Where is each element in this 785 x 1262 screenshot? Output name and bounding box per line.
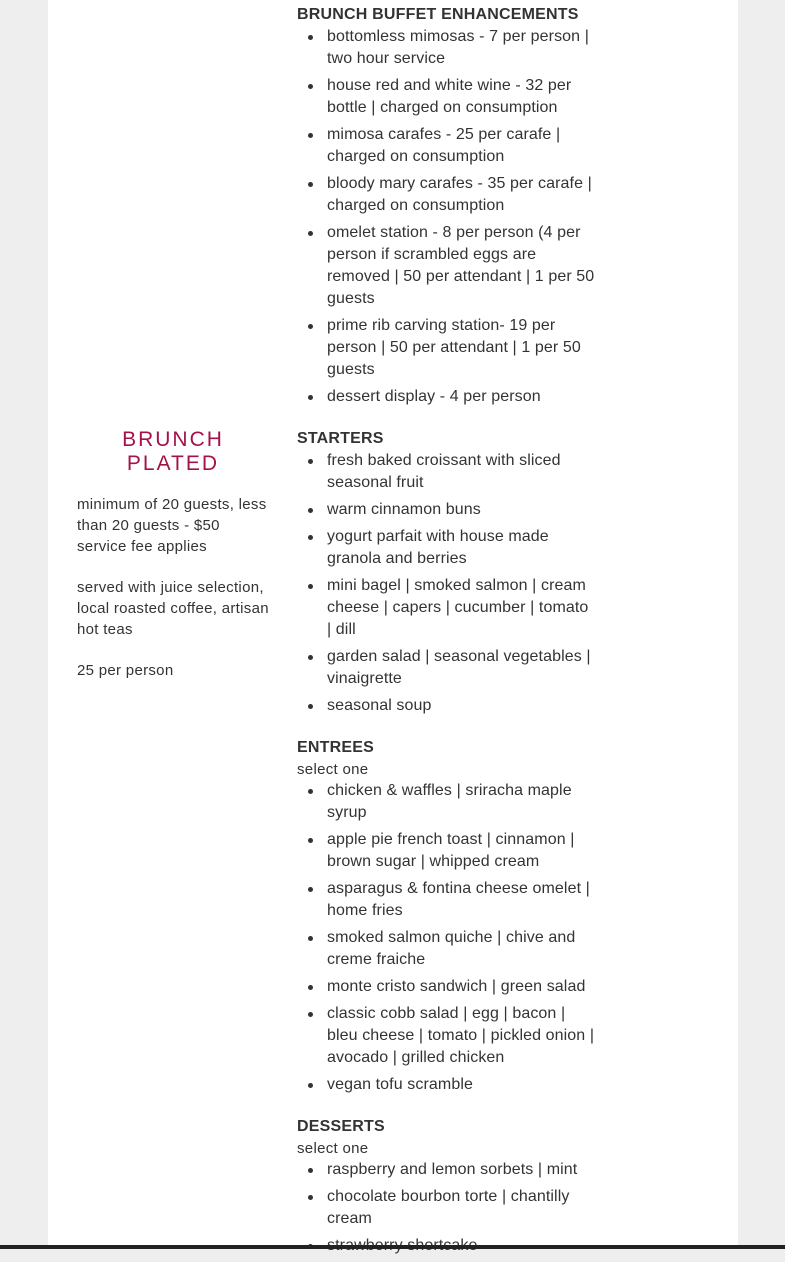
list-item: prime rib carving station- 19 per person | 50 per attendant | 1 per 50 guests [327, 315, 597, 381]
desserts-heading: DESSERTS [297, 1118, 385, 1135]
entrees-section [297, 737, 597, 1101]
bottom-edge-bar [0, 1245, 785, 1249]
served-note: served with juice selection, local roasted coffee, artisan hot teas [77, 579, 269, 638]
list-item: smoked salmon quiche | chive and creme fraiche [327, 927, 597, 971]
plated-title-line2: PLATED [126, 452, 220, 475]
starters-section [297, 428, 597, 722]
list-item: omelet station - 8 per person (4 per person if scrambled eggs are removed | 50 per attendant | 1 per 50 guests [327, 222, 597, 310]
minimum-note: minimum of 20 guests, less than 20 guests - $50 service fee applies [77, 496, 267, 555]
list-item: apple pie french toast | cinnamon | brown sugar | whipped cream [327, 829, 597, 873]
enhancements-list [297, 26, 597, 408]
plated-title [77, 428, 269, 476]
list-item: seasonal soup [327, 695, 597, 717]
enhancements-section [297, 4, 597, 413]
desserts-subheading: select one [297, 1140, 369, 1157]
entrees-heading: ENTREES [297, 739, 374, 756]
list-item: raspberry and lemon sorbets | mint [327, 1159, 597, 1181]
list-item: warm cinnamon buns [327, 499, 597, 521]
list-item: chicken & waffles | sriracha maple syrup [327, 780, 597, 824]
starters-heading: STARTERS [297, 430, 384, 447]
list-item: house red and white wine - 32 per bottle | charged on consumption [327, 75, 597, 119]
entrees-list [297, 780, 597, 1096]
plated-title-line1: BRUNCH [122, 428, 224, 451]
menu-page [48, 0, 738, 1245]
list-item: garden salad | seasonal vegetables | vinaigrette [327, 646, 597, 690]
list-item: monte cristo sandwich | green salad [327, 976, 597, 998]
list-item: classic cobb salad | egg | bacon | bleu cheese | tomato | pickled onion | avocado | grilled chicken [327, 1003, 597, 1069]
list-item: bottomless mimosas - 7 per person | two hour service [327, 26, 597, 70]
starters-list [297, 450, 597, 717]
list-item: fresh baked croissant with sliced seasonal fruit [327, 450, 597, 494]
list-item: bloody mary carafes - 35 per carafe | charged on consumption [327, 173, 597, 217]
list-item: asparagus & fontina cheese omelet | home fries [327, 878, 597, 922]
entrees-subheading: select one [297, 761, 369, 778]
list-item: vegan tofu scramble [327, 1074, 597, 1096]
enhancements-heading: BRUNCH BUFFET ENHANCEMENTS [297, 6, 579, 23]
plated-info [77, 428, 269, 701]
desserts-list [297, 1159, 597, 1257]
list-item: chocolate bourbon torte | chantilly cream [327, 1186, 597, 1230]
desserts-section [297, 1116, 597, 1262]
price-note: 25 per person [77, 662, 174, 679]
list-item: mimosa carafes - 25 per carafe | charged on consumption [327, 124, 597, 168]
list-item: mini bagel | smoked salmon | cream cheese | capers | cucumber | tomato | dill [327, 575, 597, 641]
list-item: dessert display - 4 per person [327, 386, 597, 408]
list-item: yogurt parfait with house made granola and berries [327, 526, 597, 570]
